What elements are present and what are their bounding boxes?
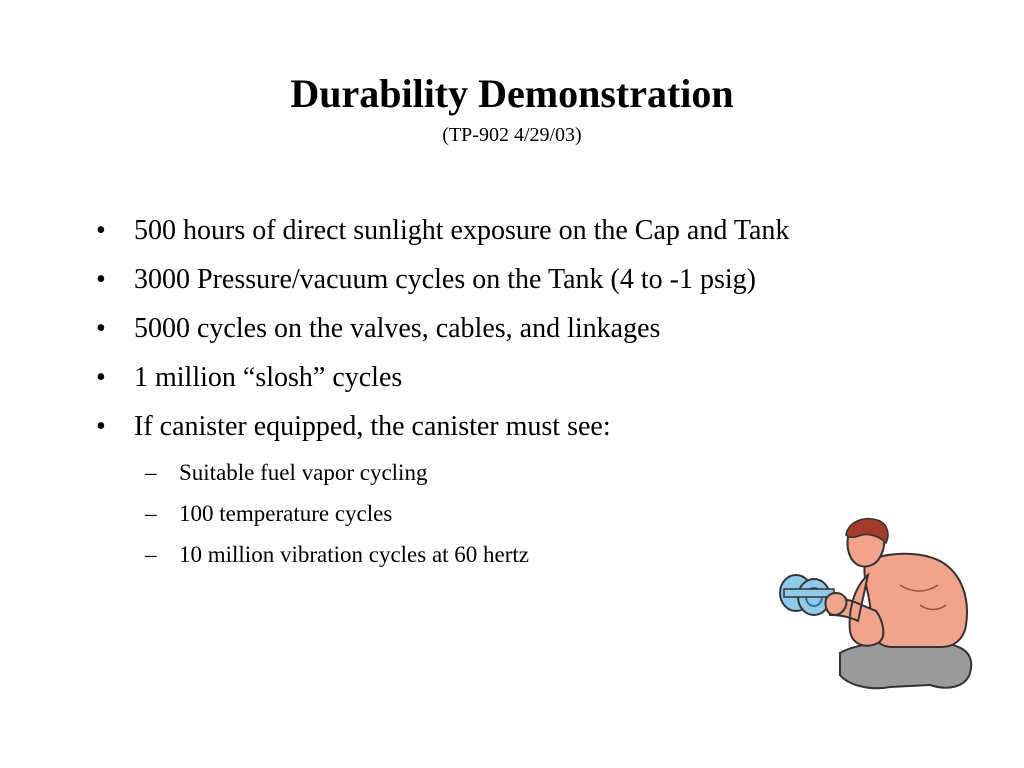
slide-title: Durability Demonstration [290,71,734,116]
bullet-item [96,214,976,263]
bullet-text: 5000 cycles on the valves, cables, and linkages [134,313,661,344]
bullet-text: 3000 Pressure/vacuum cycles on the Tank (4 to -1 psig) [134,264,756,295]
bullet-marker: • [96,264,106,295]
bullet-marker: • [96,215,106,246]
bullet-item [96,263,976,312]
bullet-marker: • [96,411,106,442]
sub-bullet-marker: – [145,460,157,485]
bullet-text: 1 million “slosh” cycles [134,362,403,393]
sub-bullet-marker: – [145,542,157,567]
sub-bullet-marker: – [145,501,157,526]
bullet-marker: • [96,362,106,393]
bullet-text: 500 hours of direct sunlight exposure on the Cap and Tank [134,215,790,246]
weightlifter-clipart-icon [770,515,980,695]
bullet-item [96,312,976,361]
pants-shape [840,641,971,688]
slide-subtitle: (TP-902 4/29/03) [442,124,582,146]
bullet-marker: • [96,313,106,344]
bullet-item [96,410,976,459]
sub-bullet-text: 10 million vibration cycles at 60 hertz [179,542,530,567]
sub-bullet-item [96,459,976,500]
sub-bullet-text: Suitable fuel vapor cycling [179,460,428,485]
bullet-text: If canister equipped, the canister must see: [134,411,611,442]
bullet-item [96,361,976,410]
sub-bullet-text: 100 temperature cycles [179,501,393,526]
hand-shape [825,593,846,615]
